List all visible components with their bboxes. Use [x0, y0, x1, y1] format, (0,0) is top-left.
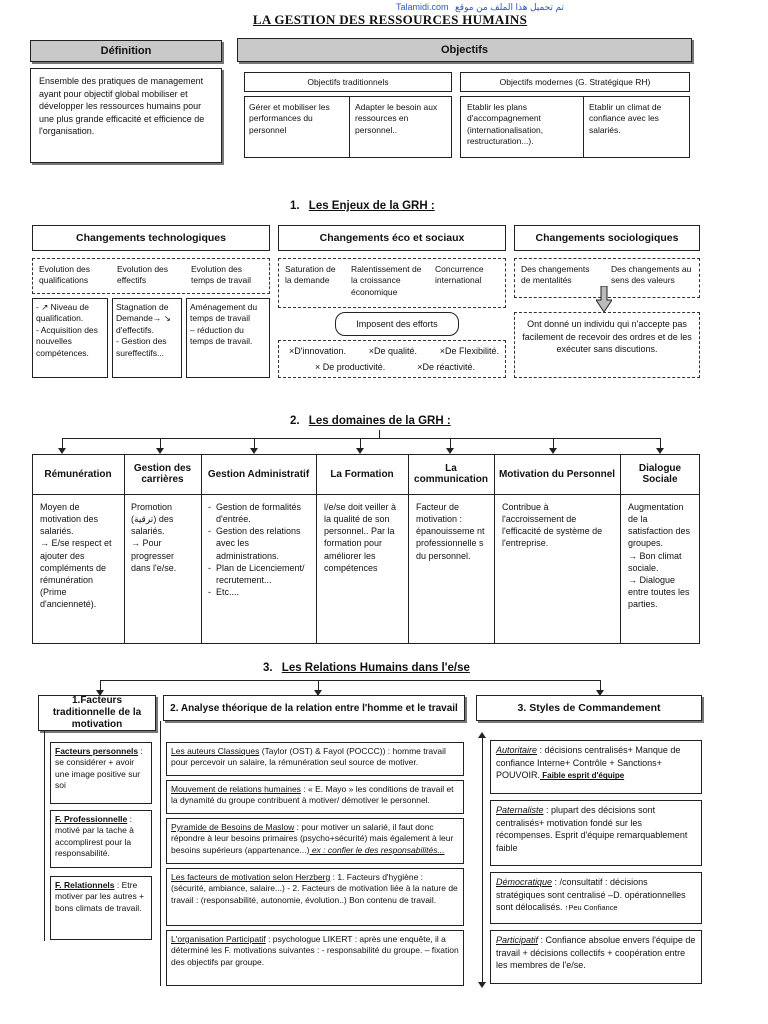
style-autoritaire-text: : décisions centralisés+ Manque de confiance Interne+ Contrôle + Sanctions+ POUVOIR.: [496, 745, 681, 781]
facteur-professionnelle-label: F. Professionnelle: [55, 814, 128, 824]
domaine-remuneration-text: [36, 498, 122, 613]
domaine-communication-header: La communication: [409, 455, 493, 493]
objectifs-trad-box: [244, 96, 452, 158]
eco-sub-1: Saturation de la demande: [285, 264, 336, 286]
objectifs-modern-label: Objectifs modernes (G. Stratégique RH): [499, 77, 651, 87]
tech-sub-3: Evolution des temps de travail: [191, 264, 251, 286]
section3-title: [263, 662, 470, 674]
analyse-herzberg: [166, 868, 464, 926]
analyse-herzberg-label: Les facteurs de motivation selon Herzberg: [171, 872, 331, 882]
administratif-line-3: - Plan de Licenciement/ recrutement...: [208, 562, 310, 586]
page-title: LA GESTION DES RESSOURCES HUMAINS: [252, 12, 528, 27]
analyse-maslow: [166, 818, 464, 864]
style-paternaliste: [490, 800, 702, 866]
tech-sub-box: [32, 258, 270, 294]
style-autoritaire: [490, 740, 702, 794]
administratif-line-4: - Etc....: [208, 586, 310, 598]
styles-header: 3. Styles de Commandement: [476, 695, 702, 721]
facteur-personnels-text: : se considérer + avoir une image positive sur soi: [55, 746, 143, 791]
style-democratique-text: : /consultatif : décisions stratégiques sont centralisé –D. opérationnelles sont délocalisés.: [496, 877, 686, 913]
style-participatif: [490, 930, 702, 984]
analyse-maslow-label: Pyramide de Besoins de Maslow: [171, 822, 295, 832]
tech-detail-3-b: – réduction du temps de travail.: [190, 324, 253, 347]
style-paternaliste-text: : plupart des décisions sont centralisés+ motivation fondé sur les récompenses. Esprit d'équipe remarquablement faible: [496, 805, 688, 853]
analyse-maslow-example: ex : confier le des responsabilités...: [309, 844, 445, 855]
remuneration-line-2: → E/se respect et ajouter des compléments de rémunération (Prime d'ancienneté).: [40, 538, 112, 610]
objectif-modern-2: Etablir un climat de confiance avec les salariés.: [589, 102, 662, 135]
eco-header: Changements éco et sociaux: [278, 225, 506, 251]
style-democratique: [490, 872, 702, 924]
domaine-formation-header: La Formation: [317, 455, 407, 493]
eco-sub-2: Ralentissement de la croissance économique: [351, 264, 422, 297]
domaine-communication-text: Facteur de motivation : épanouisseme nt professionnelle s du personnel.: [416, 502, 485, 561]
definition-header: Définition: [30, 40, 222, 62]
section1-number: 1.: [290, 200, 300, 212]
analyse-relations-label: Mouvement de relations humaines: [171, 784, 301, 794]
imposent-box: [335, 312, 459, 336]
effort-reactivite: ×De réactivité.: [417, 362, 475, 372]
facteur-relationnels: [50, 876, 152, 940]
tech-header: Changements technologiques: [32, 225, 270, 251]
style-democratique-label: Démocratique: [496, 877, 553, 887]
tech-detail-2-b: - Gestion des sureffectifs...: [116, 336, 167, 358]
facteur-relationnels-label: F. Relationnels: [55, 880, 115, 890]
administratif-line-2: - Gestion des relations avec les administrations.: [208, 525, 310, 561]
style-participatif-label: Participatif: [496, 935, 539, 945]
eco-sub-box: [278, 258, 506, 308]
domaine-formation-text: l/e/se doit veiller à la qualité de son personnel.. Par la formation pour améliorer les compétences: [324, 502, 397, 573]
objectifs-modern-label-box: [460, 72, 690, 92]
domaine-carrieres-text: [127, 498, 199, 577]
facteur-professionnelle: [50, 810, 152, 868]
watermark-site: Talamidi.com: [395, 2, 449, 12]
analyse-herzberg-text: : 1. Facteurs d'hygiène : (sécurité, ambiance, salaire...) - 2. Facteurs de motivation liée à la nature de travail : (responsabilité, autonomie, évolution..) Bon contenu de travail.: [171, 872, 458, 905]
objectifs-modern-box: [460, 96, 690, 158]
analyse-classiques: [166, 742, 464, 776]
definition-text: Ensemble des pratiques de management ayant pour objectif global mobiliser et développer les ressources humains pour une plus grande efficacité et efficience de l'organisation.: [39, 76, 205, 137]
socio-sub-2: Des changements au sens des valeurs: [611, 264, 692, 286]
imposent-label: Imposent des efforts: [356, 319, 438, 329]
administratif-line-1: - Gestion de formalités d'entrée.: [208, 501, 310, 525]
tech-detail-3-a: Aménagement du temps de travail: [190, 302, 258, 324]
domaine-carrieres-header: Gestion des carrières: [125, 455, 200, 493]
facteur-professionnelle-text: : motivé par la tache à accomplirest pour la responsabilité.: [55, 814, 134, 859]
analyse-participatif: [166, 930, 464, 986]
tech-detail-2-a: Stagnation de Demande→ ↘ d'effectifs.: [116, 302, 171, 335]
style-autoritaire-extra: Faible esprit d'équipe: [540, 771, 625, 781]
section3-heading: Les Relations Humains dans l'e/se: [281, 662, 470, 674]
effort-productivite: × De productivité.: [315, 362, 386, 372]
analyse-relations-humaines: [166, 780, 464, 814]
section1-heading: Les Enjeux de la GRH :: [308, 200, 435, 212]
domaine-remuneration-header: Rémunération: [33, 455, 123, 493]
facteur-relationnels-text: : Etre motiver par les autres + bons climats de travail.: [55, 880, 145, 913]
analyse-relations-text: : « E. Mayo » les conditions de travail et la dynamité du groupe contribuent à motiver/ démotiver le personnel.: [171, 784, 454, 806]
style-paternaliste-label: Paternaliste: [496, 805, 544, 815]
tech-detail-1: [32, 298, 108, 378]
objectifs-trad-label: Objectifs traditionnels: [307, 77, 389, 87]
objectifs-header: Objectifs: [237, 38, 692, 62]
objectifs-trad-label-box: [244, 72, 452, 92]
socio-sub-1: Des changements de mentalités: [521, 264, 590, 286]
analyse-header: 2. Analyse théorique de la relation entre l'homme et le travail: [163, 695, 465, 721]
tech-detail-1-a: - ↗ Niveau de qualification.: [36, 302, 89, 324]
style-democratique-extra: ↑Peu Confiance: [562, 903, 618, 913]
socio-result-box: [514, 312, 700, 378]
domaine-motivation-header: Motivation du Personnel: [495, 455, 619, 493]
facteur-personnels-label: Facteurs personnels: [55, 746, 139, 756]
style-autoritaire-label: Autoritaire: [496, 745, 538, 755]
section3-number: 3.: [263, 662, 273, 674]
analyse-classiques-text: (Taylor (OST) & Fayol (POCCC)) : homme travail pour percevoir un salaire, la rémunération seul source de motiver.: [171, 746, 446, 768]
section2-heading: Les domaines de la GRH :: [308, 415, 451, 427]
eco-sub-3: Concurrence international: [435, 264, 484, 286]
analyse-participatif-text: : psychologue LIKERT : après une enquête, il a déterminé les F. motivations suivantes : - responsabilité du groupe. – fixation des objectifs par groupe.: [171, 934, 459, 967]
objectif-modern-1: Etablir les plans d'accompagnement (internationalisation, restructuration...).: [467, 102, 544, 147]
effort-innovation: ×D'innovation.: [289, 346, 347, 356]
domaine-administratif-text: [204, 498, 314, 601]
tech-detail-3: [186, 298, 270, 378]
socio-result: Ont donné un individu qui n'accepte pas facilement de recevoir des ordres et de les exécuter sans discutions.: [522, 319, 692, 355]
watermark-arabic: تم تحميل هذا الملف من موقع: [455, 2, 565, 12]
tech-sub-1: Evolution des qualifications: [39, 264, 91, 286]
tech-sub-2: Evolution des effectifs: [117, 264, 169, 286]
effort-qualite: ×De qualité.: [368, 346, 418, 356]
domaine-dialogue-header: Dialogue Sociale: [621, 455, 699, 493]
objectif-trad-2: Adapter le besoin aux ressources en personnel..: [355, 102, 438, 135]
section1-title: [290, 200, 435, 212]
domaine-motivation-text: Contribue à l'accroissement de l'efficacité de système de l'entreprise.: [502, 502, 603, 549]
style-participatif-text: : Confiance absolue envers l'équipe de travail + décisions collectifs + coopération entre les membres de l'e/se.: [496, 935, 696, 971]
domaine-dialogue-text: [624, 498, 698, 613]
carrieres-line-2: → Pour progresser dans l'e/se.: [131, 538, 177, 573]
dialogue-line-3: → Dialogue entre toutes les parties.: [628, 574, 690, 610]
analyse-participatif-label: L'organisation Participatif: [171, 934, 266, 944]
definition-box: [30, 68, 222, 163]
analyse-maslow-text: : pour motiver un salarié, il faut donc répondre à leur besoins primaires (psycho+sécurité) mais également à leur besoins supérieurs (appartenance...): [171, 822, 454, 855]
dialogue-line-1: Augmentation de la satisfaction des groupes.: [628, 502, 691, 549]
section2-title: [290, 415, 451, 427]
carrieres-line-1: Promotion (ترقية) des salariés.: [131, 502, 174, 537]
socio-arrow-icon: [596, 286, 612, 312]
facteur-personnels: [50, 742, 152, 804]
domaine-administratif-header: Gestion Administratif: [202, 455, 315, 493]
efforts-box: [278, 340, 506, 378]
effort-flexibilite: ×De Flexibilité.: [439, 346, 499, 356]
tech-detail-2: [112, 298, 182, 378]
objectif-trad-1: Gérer et mobiliser les performances du personnel: [249, 102, 330, 135]
analyse-classiques-label: Les auteurs Classiques: [171, 746, 260, 756]
dialogue-line-2: → Bon climat sociale.: [628, 550, 682, 573]
socio-header: Changements sociologiques: [514, 225, 700, 251]
remuneration-line-1: Moyen de motivation des salariés.: [40, 502, 99, 537]
tech-detail-1-b: - Acquisition des nouvelles compétences.: [36, 324, 98, 358]
facteurs-header: 1.Facteurs traditionnelle de la motivation: [38, 695, 156, 731]
section2-number: 2.: [290, 415, 300, 427]
